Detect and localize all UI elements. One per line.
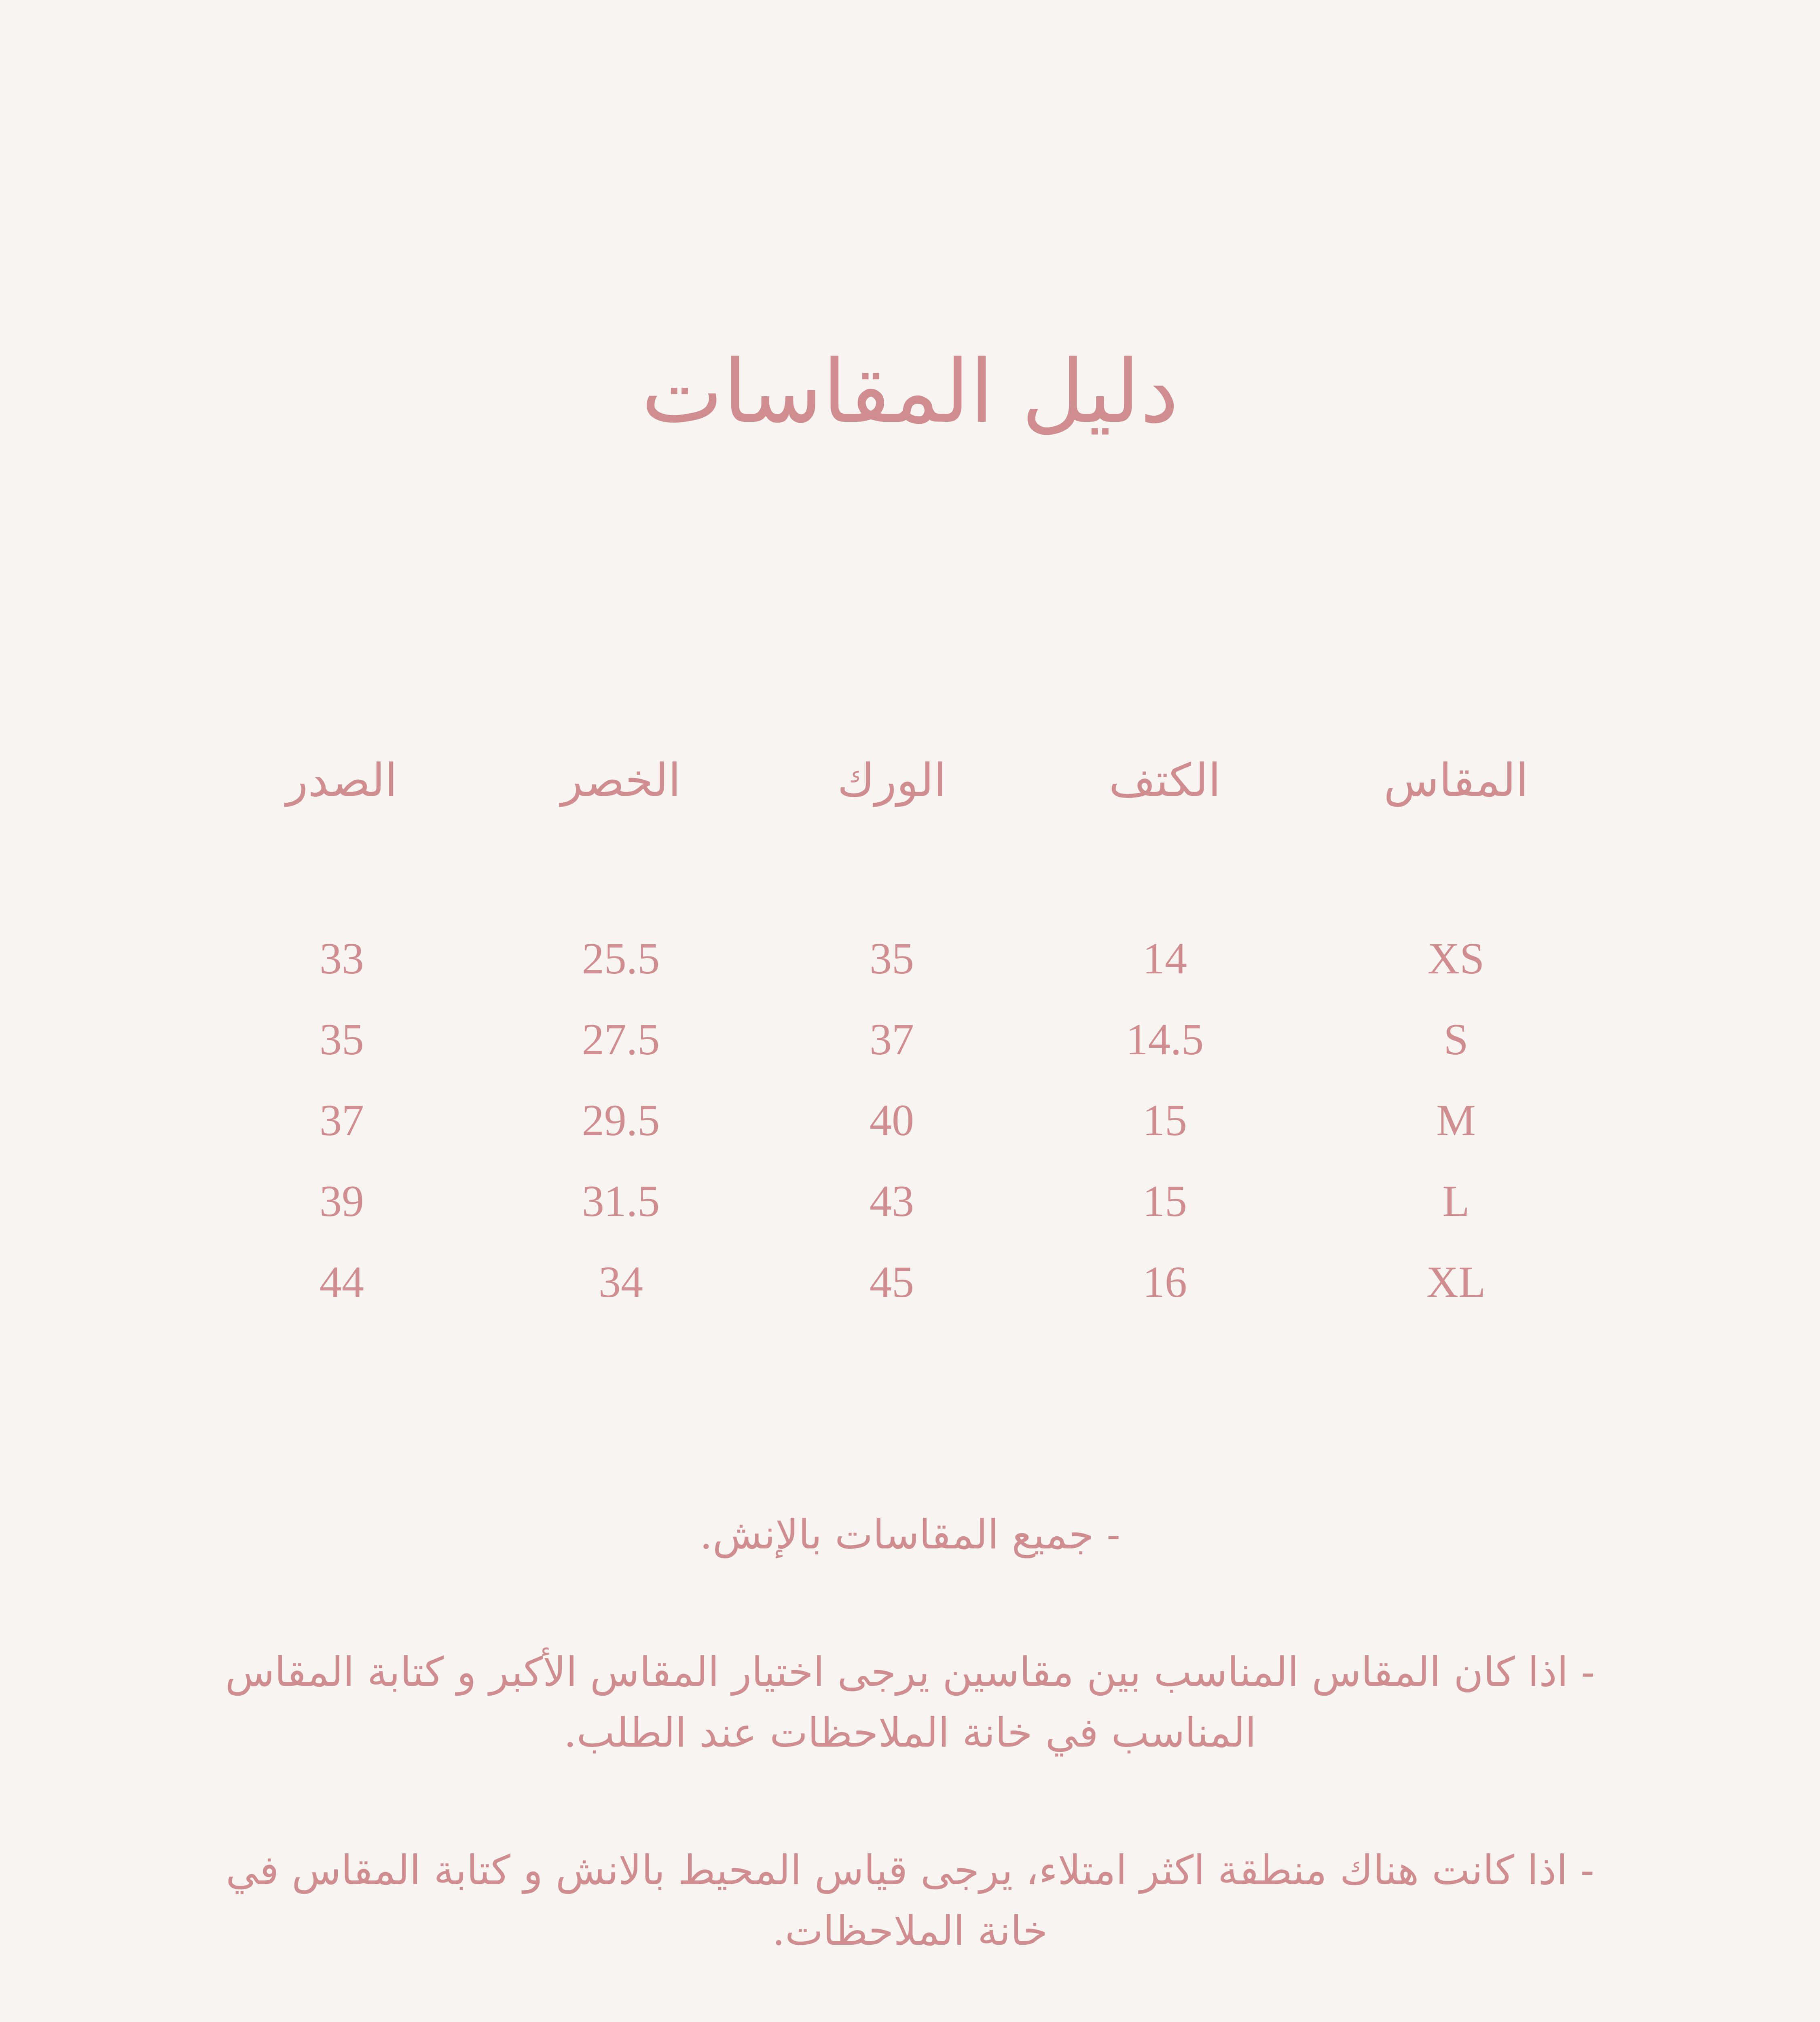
column-chest [220,752,463,1322]
cell-size: XS [1427,934,1485,983]
column-size [1335,752,1577,1322]
note-between-sizes: - اذا كان المقاس المناسب بين مقاسين يرجى اختيار المقاس الأكبر و كتابة المقاس المناسب في خانة الملاحظات عند الطلب. [225,1648,1595,1756]
header-size: المقاس [1384,754,1528,807]
column-shoulder [1043,752,1286,1322]
cell-shoulder: 15 [1143,1176,1187,1226]
size-notes [186,1504,1634,2022]
header-waist: الخصر [561,754,681,807]
cell-shoulder: 14.5 [1126,1015,1204,1064]
column-hip [770,752,1013,1322]
cell-waist: 29.5 [582,1096,660,1145]
cell-chest: 37 [320,1096,364,1145]
cell-hip: 40 [870,1096,914,1145]
cell-shoulder: 15 [1143,1096,1187,1145]
cell-waist: 25.5 [582,934,660,983]
cell-shoulder: 14 [1143,934,1187,983]
cell-hip: 37 [870,1015,914,1064]
cell-chest: 35 [320,1015,364,1064]
size-chart-table [0,752,1820,1343]
cell-size: M [1436,1096,1476,1145]
cell-size: L [1442,1176,1470,1226]
cell-size: S [1443,1015,1469,1064]
note-fuller-area: - اذا كانت هناك منطقة اكثر امتلاء، يرجى قياس المحيط بالانش و كتابة المقاس في خانة الملاحظات. [226,1846,1594,1954]
column-waist [499,752,742,1322]
cell-waist: 31.5 [582,1176,660,1226]
cell-waist: 34 [599,1257,643,1307]
note-units: - جميع المقاسات بالإنش. [699,1511,1121,1558]
cell-hip: 35 [870,934,914,983]
cell-chest: 44 [320,1257,364,1307]
cell-waist: 27.5 [582,1015,660,1064]
cell-chest: 33 [320,934,364,983]
cell-shoulder: 16 [1143,1257,1187,1307]
cell-hip: 43 [870,1176,914,1226]
page-title: دليل المقاسات [641,341,1179,442]
header-shoulder: الكتف [1109,754,1221,807]
cell-chest: 39 [320,1176,364,1226]
cell-hip: 45 [870,1257,914,1307]
cell-size: XL [1426,1257,1486,1307]
header-chest: الصدر [286,754,398,807]
header-hip: الورك [837,754,946,807]
